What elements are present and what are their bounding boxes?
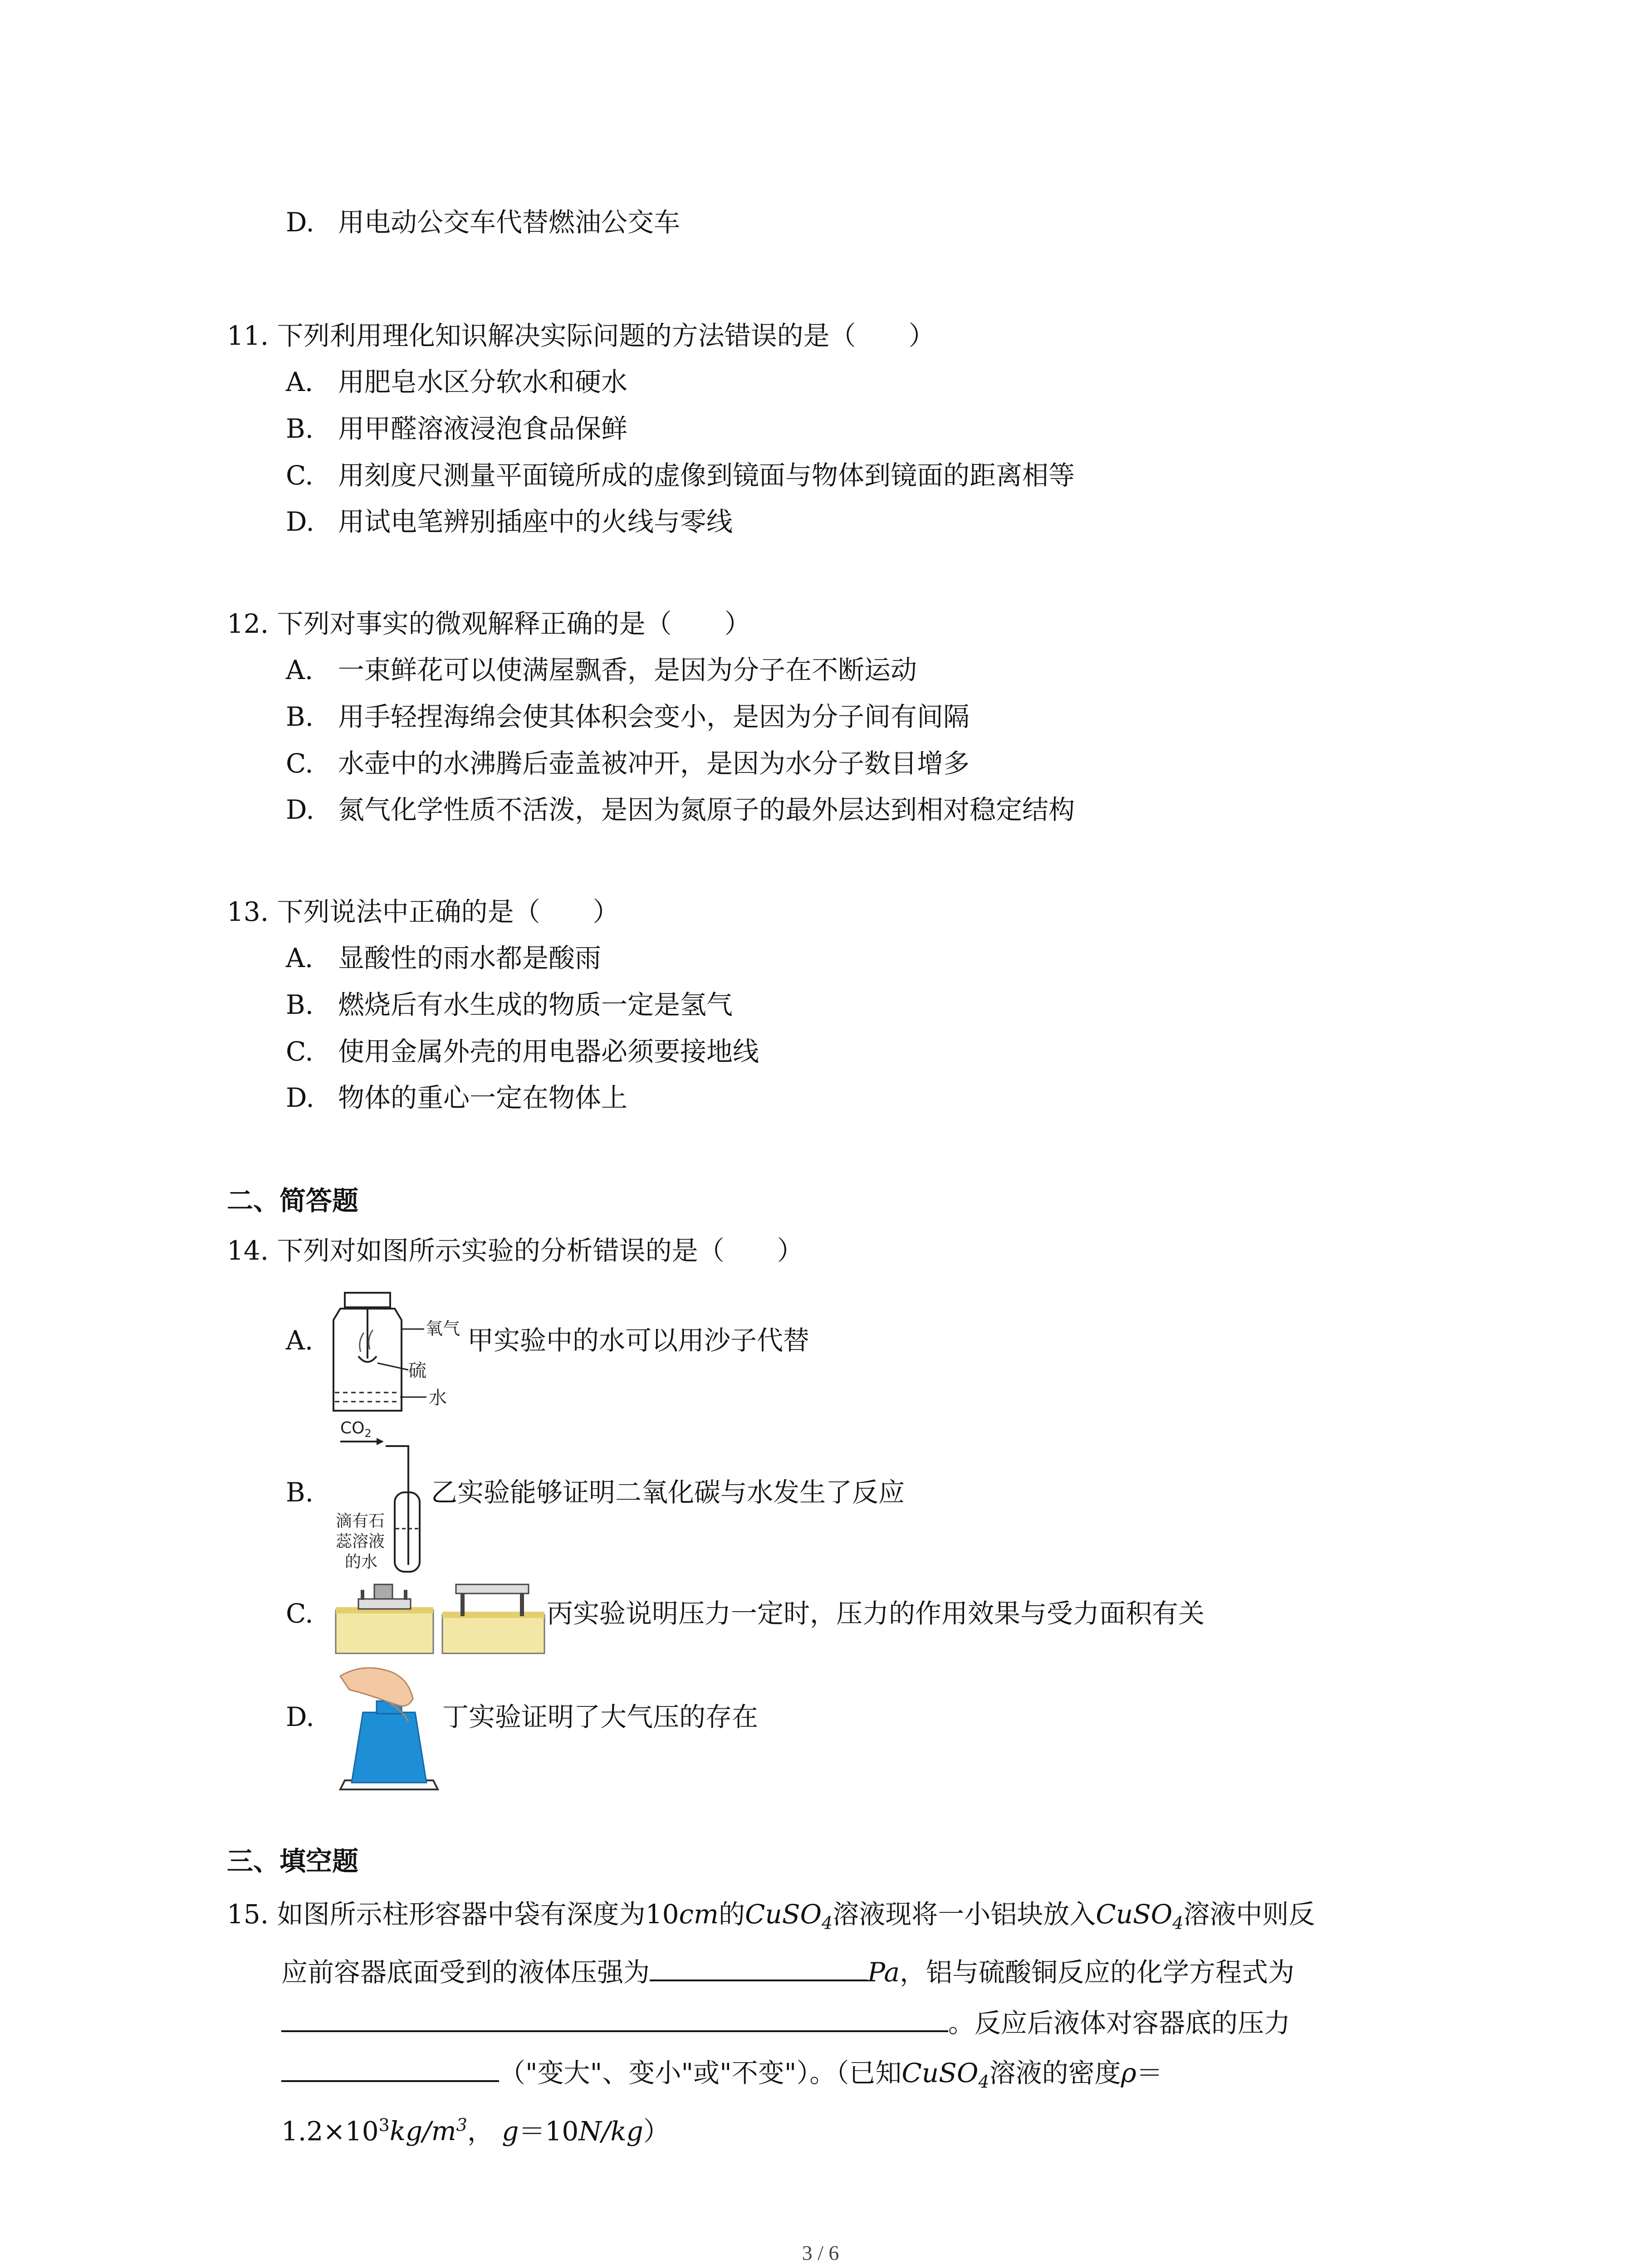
q14-option-a-text: 甲实验中的水可以用沙子代替 (467, 1325, 810, 1356)
q15-text: （"变大"、变小"或"不变"）。（已知 (499, 2058, 902, 2088)
q11-option-a (286, 366, 627, 398)
option-label: A. (286, 367, 314, 397)
q15-text: 溶液中则反 (1183, 1899, 1315, 1930)
q15-line-3 (281, 2007, 1290, 2039)
formula-cuso4 (1096, 1899, 1184, 1933)
density-exponent: 3 (378, 2115, 390, 2135)
option-label: D. (286, 1082, 314, 1113)
q13-option-b (286, 989, 733, 1021)
q15-text: 应前容器底面受到的液体压强为 (281, 1957, 650, 1988)
formula-subscript: 4 (822, 1913, 833, 1933)
co2-subscript: 2 (364, 1427, 372, 1440)
section-heading-short-answer: 二、简答题 (227, 1185, 359, 1216)
formula-base: CuSO (901, 2058, 979, 2088)
q12-option-c (286, 748, 970, 779)
option-text: 一束鲜花可以使满屋飘香，是因为分子在不断运动 (338, 655, 917, 685)
option-text: 用刻度尺测量平面镜所成的虚像到镜面与物体到镜面的距离相等 (338, 460, 1075, 491)
answer-blank-equation[interactable] (281, 2008, 948, 2032)
formula-subscript: 4 (978, 2072, 989, 2092)
q14-option-c-label: C. (286, 1598, 314, 1629)
option-text: 物体的重心一定在物体上 (338, 1082, 628, 1113)
answer-blank-force[interactable] (281, 2058, 499, 2082)
q15-line-4 (281, 2057, 1163, 2098)
option-text: 燃烧后有水生成的物质一定是氢气 (338, 989, 733, 1020)
q15-text: 15. 如图所示柱形容器中袋有深度为 (227, 1899, 646, 1930)
option-text: 用手轻捏海绵会使其体积会变小，是因为分子间有间隔 (338, 701, 970, 732)
oxygen-label: 氧气 (426, 1319, 460, 1339)
q14-option-d-label: D. (286, 1701, 314, 1732)
q12-option-d (286, 794, 1075, 826)
unit-exponent: 3 (456, 2115, 467, 2135)
litmus-label-1: 滴有石 (336, 1512, 385, 1530)
option-label: B. (286, 989, 314, 1020)
formula-cuso4 (901, 2058, 989, 2092)
sulfur-label: 硫 (408, 1360, 426, 1381)
unit-pa: Pa (867, 1957, 900, 1988)
symbol-rho: ρ (1121, 2058, 1136, 2088)
q14-option-b-label: B. (286, 1477, 314, 1508)
q15-text: ） (643, 2116, 670, 2147)
option-text: 氮气化学性质不活泼，是因为氮原子的最外层达到相对稳定结构 (338, 794, 1075, 825)
unit-cm: cm (679, 1899, 719, 1930)
formula-base: CuSO (745, 1899, 822, 1930)
q12-stem: 12. 下列对事实的微观解释正确的是（ ） (227, 608, 751, 639)
q11-stem: 11. 下列利用理化知识解决实际问题的方法错误的是（ ） (227, 320, 935, 351)
q14-option-d-text: 丁实验证明了大气压的存在 (442, 1701, 759, 1732)
q12-option-a (286, 654, 917, 686)
q15-line-1 (227, 1898, 1315, 1939)
q13-option-d (286, 1082, 627, 1114)
page-number: 3 / 6 (802, 2241, 839, 2264)
unit-n-kg: N/kg (578, 2116, 643, 2147)
density-value: 1.2×10 (281, 2116, 379, 2147)
option-label: B. (286, 701, 314, 732)
option-text: 显酸性的雨水都是酸雨 (338, 943, 602, 973)
symbol-g: g (502, 2116, 519, 2147)
q13-option-c (286, 1036, 759, 1067)
litmus-label-3: 的水 (345, 1553, 378, 1571)
option-text: 水壶中的水沸腾后壶盖被冲开，是因为水分子数目增多 (338, 748, 970, 779)
option-label: D. (286, 794, 314, 825)
q10-option-d (286, 206, 680, 238)
q15-text: 。反应后液体对容器底的压力 (948, 2008, 1291, 2038)
formula-subscript: 4 (1172, 1913, 1184, 1933)
answer-blank-pressure[interactable] (650, 1957, 867, 1981)
q13-option-a (286, 942, 601, 974)
depth-value: 10 (645, 1899, 679, 1930)
option-label: A. (286, 943, 314, 973)
q15-text: ， (467, 2116, 494, 2147)
option-label: D. (286, 207, 314, 238)
q15-line-5 (281, 2109, 670, 2147)
section-heading-fill-blank: 三、填空题 (227, 1846, 359, 1877)
q14-option-a-label: A. (286, 1325, 314, 1356)
option-text: 用甲醛溶液浸泡食品保鲜 (338, 413, 628, 444)
option-label: C. (286, 460, 314, 491)
g-value: ＝10 (519, 2116, 579, 2147)
q15-text: 溶液的密度 (989, 2058, 1121, 2088)
q11-option-d (286, 506, 733, 538)
inverted-cup-figure (336, 1658, 445, 1794)
litmus-label-2: 蕊溶液 (336, 1532, 385, 1551)
option-label: D. (286, 506, 314, 537)
water-label: 水 (429, 1388, 447, 1408)
unit-kg-m (390, 2116, 467, 2146)
q11-option-b (286, 413, 627, 445)
option-label: C. (286, 1036, 314, 1067)
q13-stem: 13. 下列说法中正确的是（ ） (227, 896, 619, 927)
q15-text: 溶液现将一小铝块放入 (833, 1899, 1096, 1930)
q14-stem: 14. 下列对如图所示实验的分析错误的是（ ） (227, 1235, 803, 1266)
sulfur-combustion-jar-figure (318, 1288, 467, 1420)
q15-text: 的 (718, 1899, 745, 1930)
option-text: 使用金属外壳的用电器必须要接地线 (338, 1036, 759, 1067)
q14-option-c-text: 丙实验说明压力一定时，压力的作用效果与受力面积有关 (547, 1598, 1205, 1629)
option-label: A. (286, 655, 314, 685)
formula-cuso4 (745, 1899, 833, 1933)
option-text: 用电动公交车代替燃油公交车 (338, 207, 681, 238)
q11-option-c (286, 459, 1075, 491)
q15-text: ，铝与硫酸铜反应的化学方程式为 (900, 1957, 1295, 1988)
unit-base: kg/m (389, 2116, 456, 2147)
option-label: C. (286, 748, 314, 779)
co2-label (340, 1419, 372, 1440)
pressure-sponge-figure (333, 1572, 547, 1658)
co2-text: CO (340, 1419, 365, 1437)
formula-base: CuSO (1096, 1899, 1173, 1930)
q14-option-b-text: 乙实验能够证明二氧化碳与水发生了反应 (431, 1477, 905, 1508)
q15-line-2 (281, 1956, 1294, 1988)
option-label: B. (286, 413, 314, 444)
q12-option-b (286, 701, 970, 733)
co2-litmus-tube-figure (327, 1415, 431, 1579)
equals-sign: ＝ (1136, 2058, 1163, 2088)
option-text: 用肥皂水区分软水和硬水 (338, 367, 628, 397)
option-text: 用试电笔辨别插座中的火线与零线 (338, 506, 733, 537)
